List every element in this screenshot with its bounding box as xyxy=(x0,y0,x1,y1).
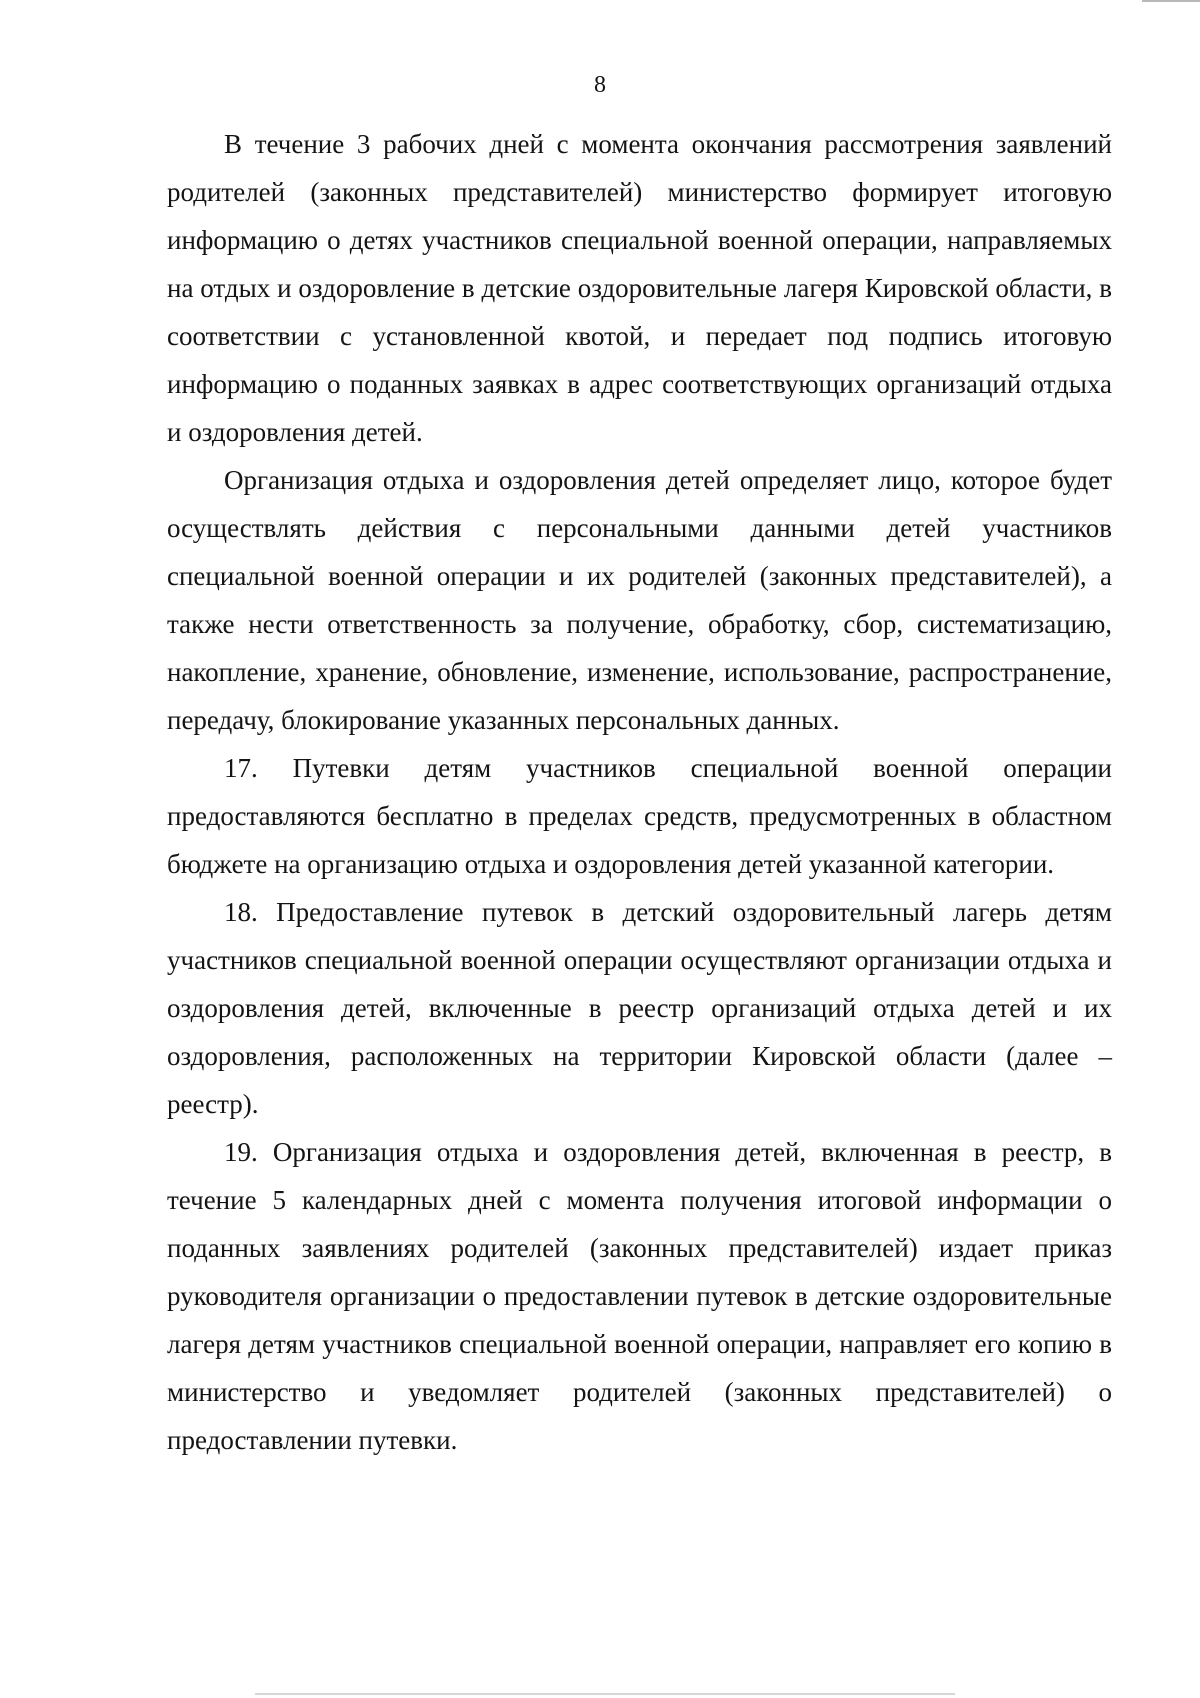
scan-edge-line xyxy=(255,1693,955,1695)
paragraph-personal-data-responsible: Организация отдыха и оздоровления детей определяет лицо, которое будет осуществлять действия с персональными данными детей участников специальной военной операции и их родителей (законных представителей), а также нести ответственность за получение, обработку, сбор, систематизацию, накопление, хранение, обновление, изменение, использование, распространение, передачу, блокирование указанных персональных данных. xyxy=(167,465,1112,735)
paragraph-item-17: 17. Путевки детям участников специальной военной операции предоставляются бесплатно в пределах средств, предусмотренных в областном бюджете на организацию отдыха и оздоровления детей указанной категории. xyxy=(167,753,1112,879)
paragraph-item-18: 18. Предоставление путевок в детский оздоровительный лагерь детям участников специальной военной операции осуществляют организации отдыха и оздоровления детей, включенные в реестр организаций отдыха детей и их оздоровления, расположенных на территории Кировской области (далее – реестр). xyxy=(167,897,1112,1119)
page-number: 8 xyxy=(594,72,606,98)
paragraph-final-information: В течение 3 рабочих дней с момента окончания рассмотрения заявлений родителей (законных представителей) министерство формирует итоговую информацию о детях участников специальной военной операции, направляемых на отдых и оздоровление в детские оздоровительные лагеря Кировской области, в соответствии с установленной квотой, и передает под подпись итоговую информацию о поданных заявках в адрес соответствующих организаций отдыха и оздоровления детей. xyxy=(167,129,1112,447)
paragraph-item-19: 19. Организация отдыха и оздоровления детей, включенная в реестр, в течение 5 календарных дней с момента получения итоговой информации о поданных заявлениях родителей (законных представителей) издает приказ руководителя организации о предоставлении путевок в детские оздоровительные лагеря детям участников специальной военной операции, направляет его копию в министерство и уведомляет родителей (законных представителей) о предоставлении путевки. xyxy=(167,1137,1112,1455)
document-body xyxy=(167,120,1112,1464)
scan-edge-line xyxy=(1142,0,1200,2)
